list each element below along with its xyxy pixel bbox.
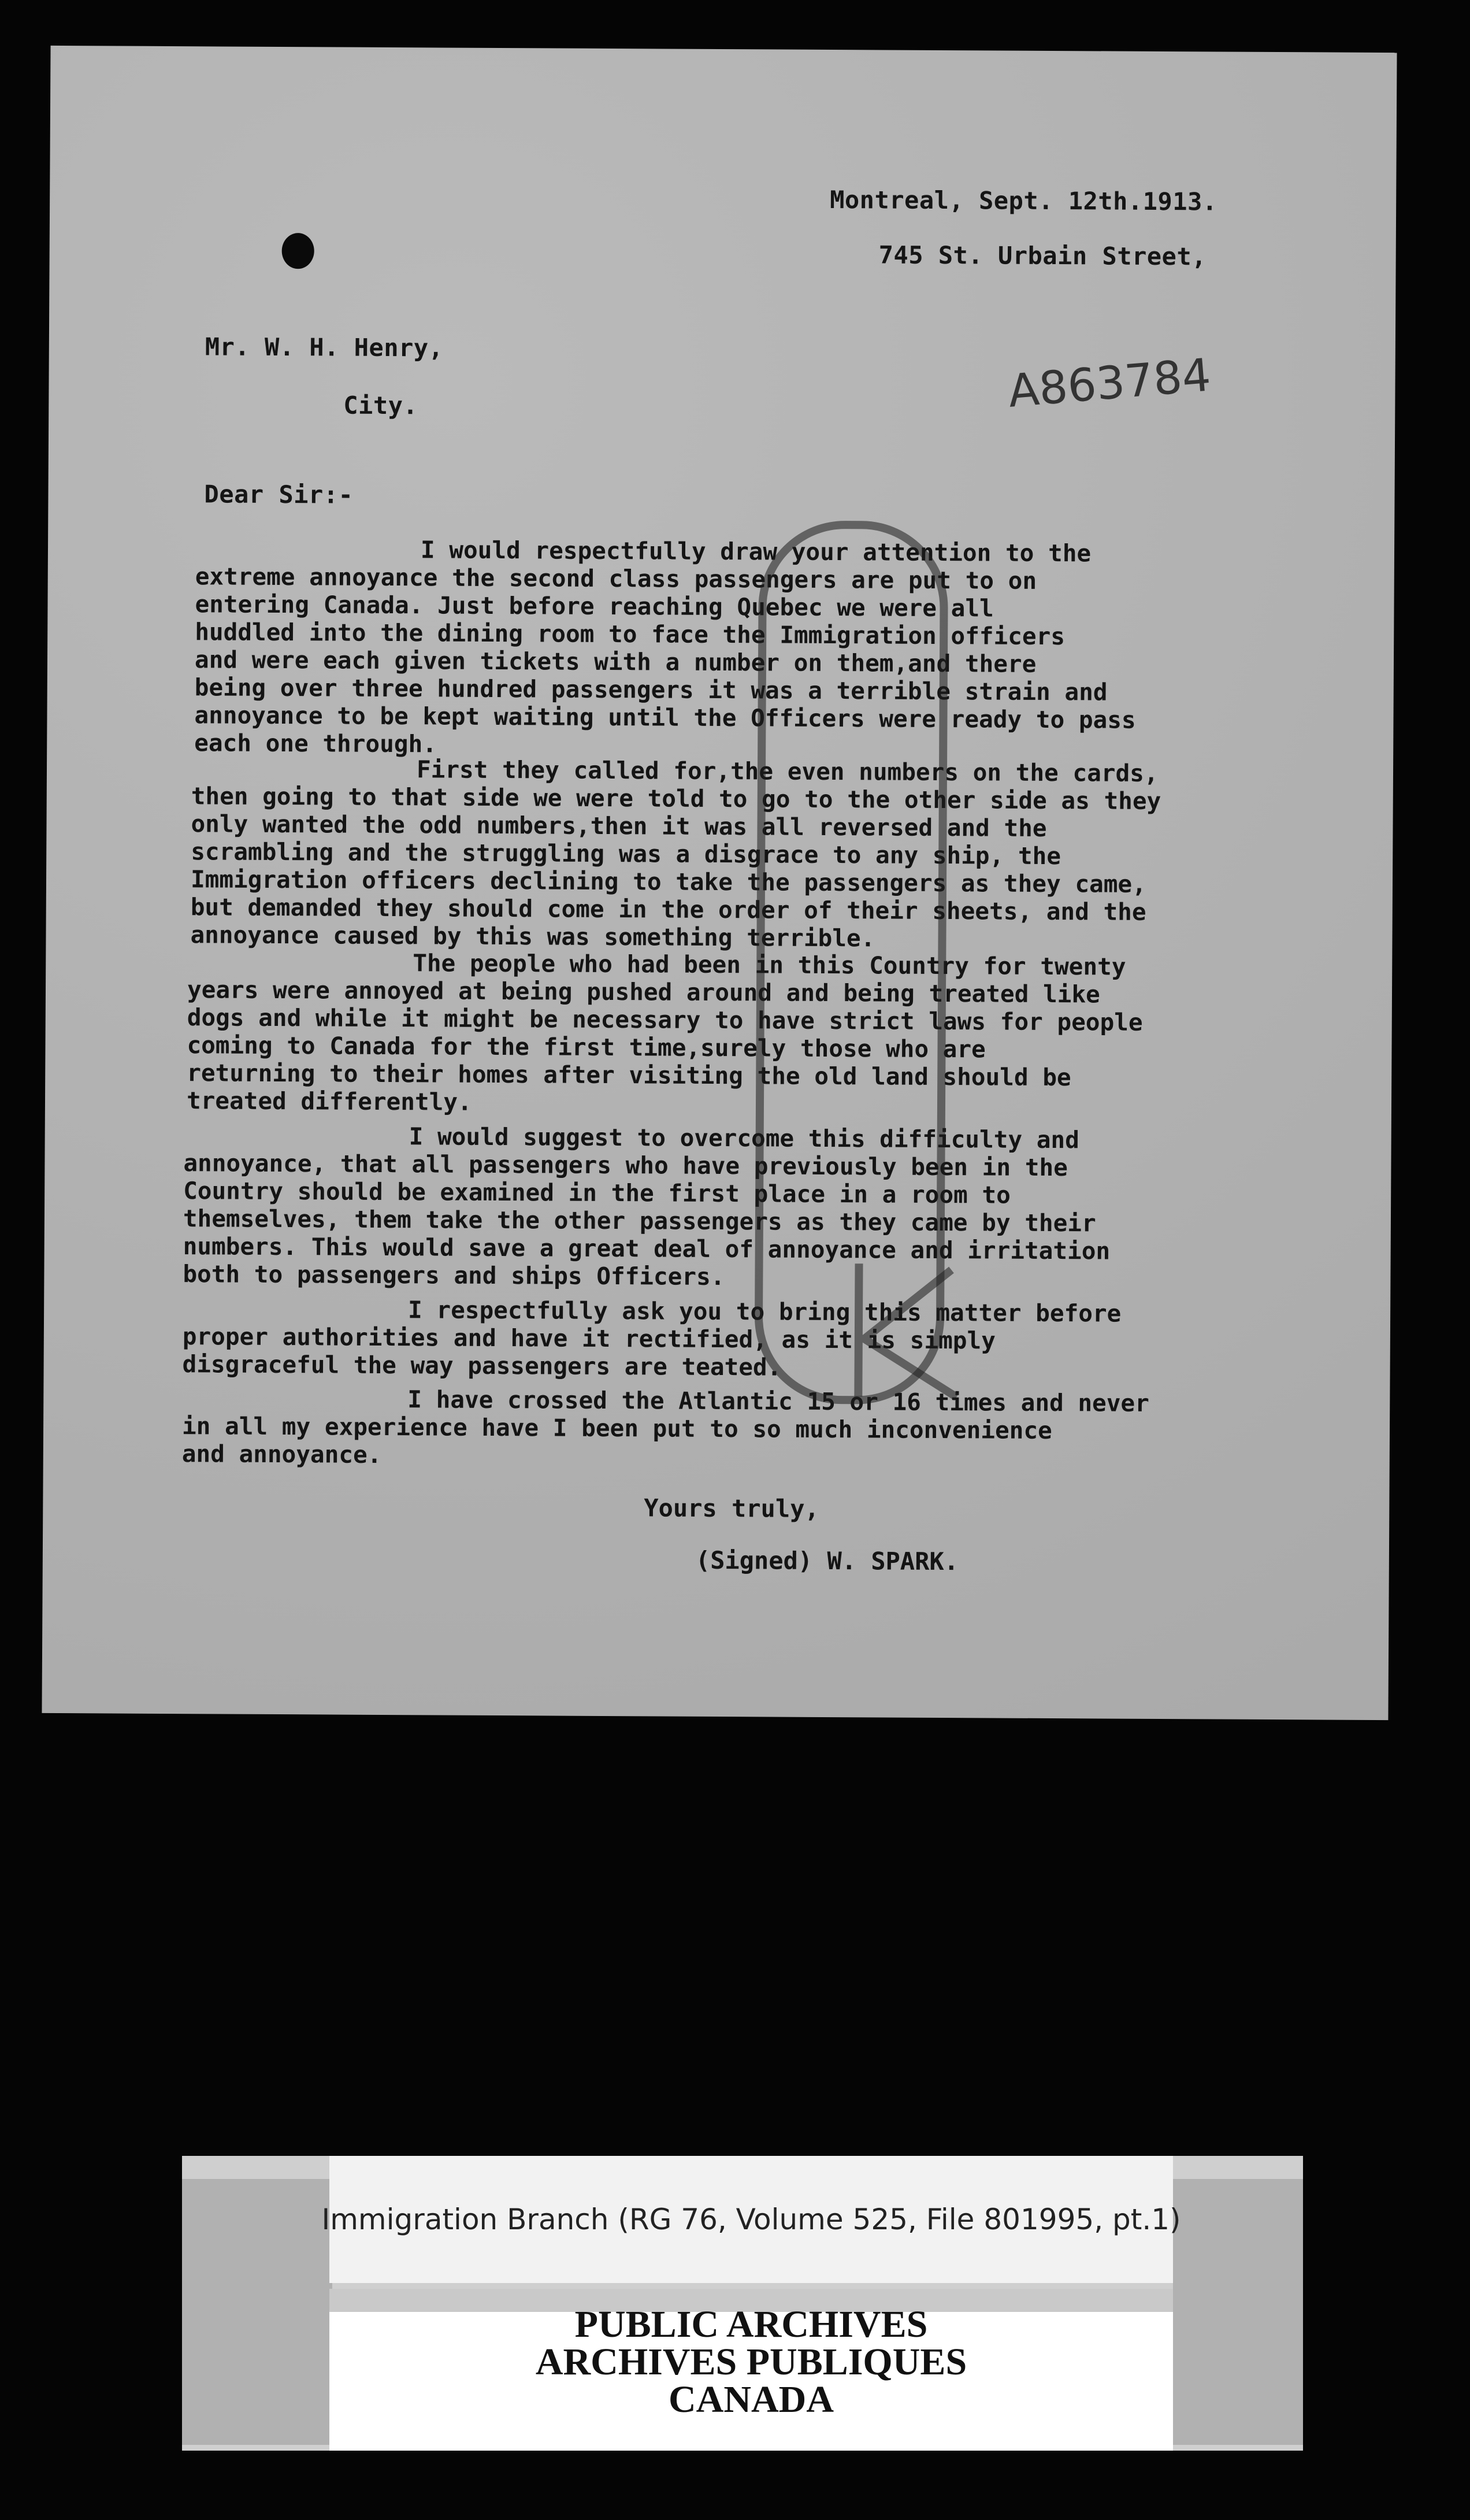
- text-line: I would suggest to overcome this difficulty and: [409, 1122, 1079, 1154]
- text-line: disgraceful the way passengers are teated.: [182, 1350, 782, 1381]
- text-line: both to passengers and ships Officers.: [183, 1260, 725, 1291]
- public-archives-stamp: [329, 2289, 1173, 2451]
- text-line: only wanted the odd numbers,then it was all reversed and the: [191, 810, 1047, 842]
- punch-hole: [282, 233, 314, 269]
- text-line: but demanded they should come in the order of their sheets, and the: [190, 893, 1146, 926]
- text-line: and annoyance.: [181, 1440, 382, 1469]
- place-date: Montreal, Sept. 12th.1913.: [830, 185, 1217, 216]
- archive-stamp-line: ARCHIVES PUBLIQUES: [535, 2341, 967, 2383]
- text-line: annoyance, that all passengers who have previously been in the: [183, 1149, 1068, 1182]
- text-line: The people who had been in this Country for twenty: [413, 949, 1126, 981]
- text-line: First they called for,the even numbers on the cards,: [416, 755, 1159, 787]
- text-line: dogs and while it might be necessary to have strict laws for people: [187, 1003, 1143, 1036]
- tape-left: [182, 2179, 332, 2445]
- text-line: in all my experience have I been put to so much inconvenience: [181, 1412, 1052, 1445]
- archive-stamp-line: PUBLIC ARCHIVES: [574, 2303, 928, 2345]
- text-line: and were each given tickets with a number on them,and there: [194, 646, 1037, 678]
- text-line: I have crossed the Atlantic 15 or 16 times and never: [407, 1385, 1149, 1417]
- salutation: Dear Sir:-: [204, 480, 354, 509]
- letter-page: [42, 46, 1397, 1720]
- recipient-name: Mr. W. H. Henry,: [205, 332, 444, 362]
- text-line: I would respectfully draw your attention to the: [420, 536, 1092, 568]
- recipient-city: City.: [343, 391, 418, 420]
- tape-right: [1173, 2179, 1303, 2445]
- text-line: each one through.: [194, 729, 437, 758]
- text-line: extreme annoyance the second class passengers are put to on: [195, 562, 1037, 595]
- archive-stamp-line: CANADA: [669, 2378, 834, 2421]
- text-line: themselves, them take the other passengers as they came by their: [183, 1205, 1096, 1237]
- text-line: Country should be examined in the first place in a room to: [183, 1177, 1011, 1209]
- text-line: numbers. This would save a great deal of annoyance and irritation: [183, 1232, 1111, 1265]
- closing: Yours truly,: [644, 1494, 819, 1523]
- text-line: treated differently.: [186, 1087, 472, 1116]
- text-line: Immigration officers declining to take the passengers as they came,: [190, 865, 1146, 898]
- text-line: huddled into the dining room to face the Immigration officers: [195, 618, 1066, 651]
- text-line: being over three hundred passengers it was a terrible strain and: [194, 673, 1108, 706]
- text-line: proper authorities and have it rectified, as it is simply: [182, 1322, 996, 1355]
- text-line: scrambling and the struggling was a disgrace to any ship, the: [191, 837, 1061, 870]
- text-line: annoyance to be kept waiting until the Officers were ready to pass: [194, 701, 1136, 734]
- archive-caption-box: [321, 2156, 1181, 2283]
- archive-caption: Immigration Branch (RG 76, Volume 525, File 801995, pt.1): [321, 2203, 1181, 2236]
- text-line: entering Canada. Just before reaching Quebec we were all: [195, 590, 994, 622]
- text-line: coming to Canada for the first time,surely those who are: [187, 1031, 986, 1063]
- signature: (Signed) W. SPARK.: [695, 1546, 959, 1576]
- text-line: annoyance caused by this was something terrible.: [190, 921, 875, 953]
- text-line: returning to their homes after visiting the old land should be: [187, 1059, 1071, 1092]
- pencil-k-mark: [835, 1252, 963, 1403]
- file-number-stamp: A863784: [1006, 349, 1213, 418]
- text-line: years were annoyed at being pushed around and being treated like: [187, 976, 1100, 1009]
- paragraph-6: [182, 1384, 1327, 1473]
- text-line: I respectfully ask you to bring this matter before: [407, 1296, 1122, 1328]
- sender-address: 745 St. Urbain Street,: [878, 240, 1207, 271]
- text-line: then going to that side we were told to go to the other side as they: [191, 782, 1161, 815]
